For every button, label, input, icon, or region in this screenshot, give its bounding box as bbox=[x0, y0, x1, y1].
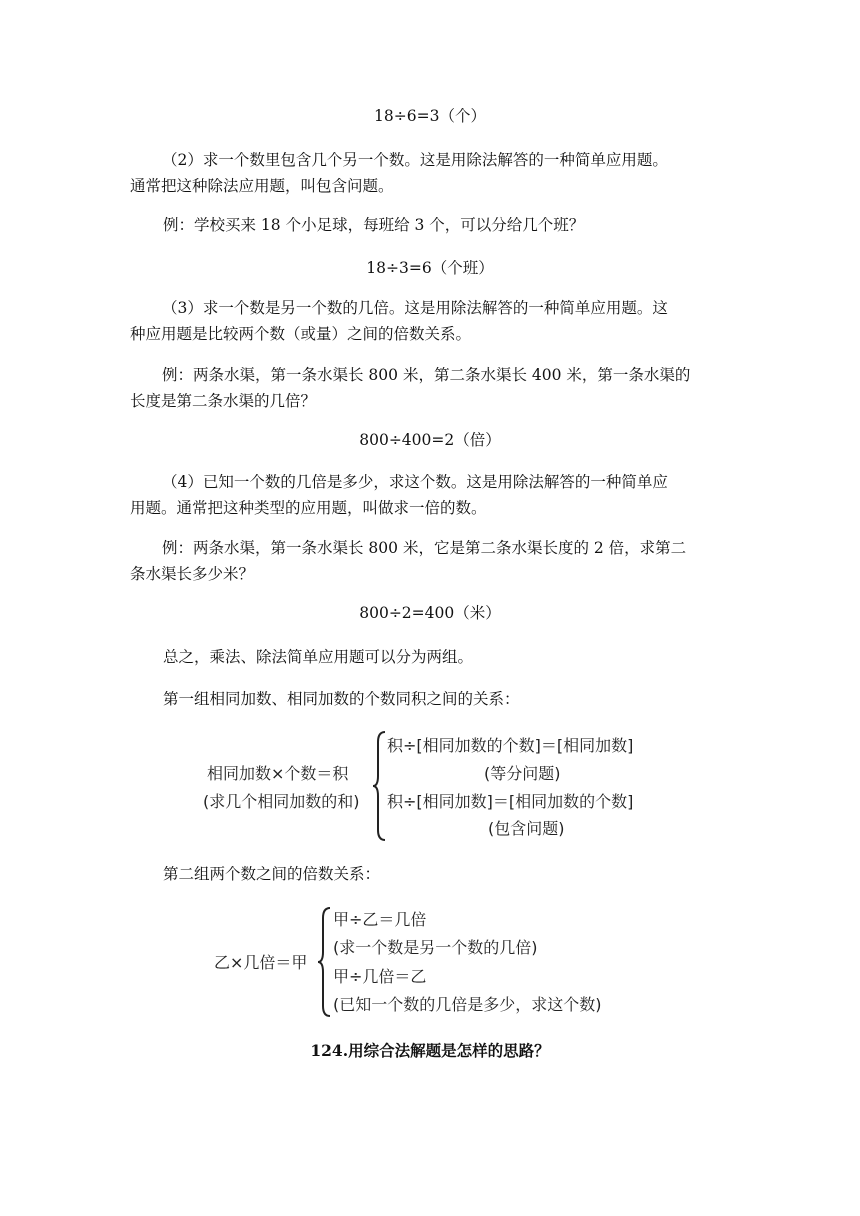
diagram-1-rule-1-label: (等分问题) bbox=[484, 764, 561, 783]
diagram-2-formula: 乙×几倍＝甲 bbox=[214, 953, 308, 972]
equation-3: 800÷400=2（倍） bbox=[359, 431, 501, 449]
diagram-1-formula-note: (求几个相同加数的和) bbox=[203, 792, 360, 811]
diagram-1-rule-1: 积÷[相同加数的个数]＝[相同加数] bbox=[387, 736, 634, 755]
diagram-2-rule-1: 甲÷乙＝几倍 bbox=[333, 910, 427, 929]
equation-4: 800÷2=400（米） bbox=[359, 604, 501, 622]
example-4-line-2: 条水渠长多少米？ bbox=[130, 565, 255, 583]
diagram-2-rule-2: 甲÷几倍＝乙 bbox=[333, 967, 427, 986]
paragraph-4 bbox=[130, 472, 734, 524]
example-3-line-2: 长度是第二条水渠的几倍？ bbox=[130, 392, 317, 410]
example-3-line-1: 例：两条水渠，第一条水渠长 800 米，第二条水渠长 400 米，第一条水渠的 bbox=[162, 366, 691, 384]
diagram-1-rule-2: 积÷[相同加数]＝[相同加数的个数] bbox=[387, 792, 634, 811]
paragraph-4-line-1: （4）已知一个数的几倍是多少，求这个数。这是用除法解答的一种简单应 bbox=[162, 473, 668, 491]
diagram-1-brace bbox=[372, 730, 388, 842]
paragraph-3-line-1: （3）求一个数是另一个数的几倍。这是用除法解答的一种简单应用题。这 bbox=[162, 299, 668, 317]
paragraph-3 bbox=[130, 298, 734, 350]
summary-text: 总之，乘法、除法简单应用题可以分为两组。 bbox=[163, 648, 474, 666]
paragraph-3-line-2: 种应用题是比较两个数（或量）之间的倍数关系。 bbox=[130, 325, 472, 343]
diagram-1-formula: 相同加数×个数＝积 bbox=[207, 764, 349, 783]
paragraph-2 bbox=[130, 150, 734, 202]
group-2-intro: 第二组两个数之间的倍数关系： bbox=[163, 865, 381, 883]
equation-2: 18÷3=6（个班） bbox=[366, 259, 494, 277]
example-3 bbox=[130, 365, 734, 417]
section-heading: 124.用综合法解题是怎样的思路？ bbox=[310, 1041, 550, 1060]
paragraph-2-line-1: （2）求一个数里包含几个另一个数。这是用除法解答的一种简单应用题。 bbox=[162, 151, 668, 169]
diagram-2-rule-2-note: (已知一个数的几倍是多少，求这个数) bbox=[333, 995, 602, 1014]
paragraph-4-line-2: 用题。通常把这种类型的应用题，叫做求一倍的数。 bbox=[130, 499, 487, 517]
equation-1: 18÷6=3（个） bbox=[374, 107, 486, 125]
diagram-2-rule-1-note: (求一个数是另一个数的几倍) bbox=[333, 938, 538, 957]
example-4 bbox=[130, 538, 734, 590]
example-2: 例：学校买来 18 个小足球，每班给 3 个，可以分给几个班？ bbox=[163, 216, 585, 234]
diagram-1-rule-2-label: (包含问题) bbox=[488, 819, 565, 838]
group-1-intro: 第一组相同加数、相同加数的个数同积之间的关系： bbox=[163, 690, 520, 708]
paragraph-2-line-2: 通常把这种除法应用题，叫包含问题。 bbox=[130, 177, 394, 195]
example-4-line-1: 例：两条水渠，第一条水渠长 800 米，它是第二条水渠长度的 2 倍，求第二 bbox=[162, 539, 687, 557]
diagram-2-brace bbox=[317, 906, 333, 1018]
